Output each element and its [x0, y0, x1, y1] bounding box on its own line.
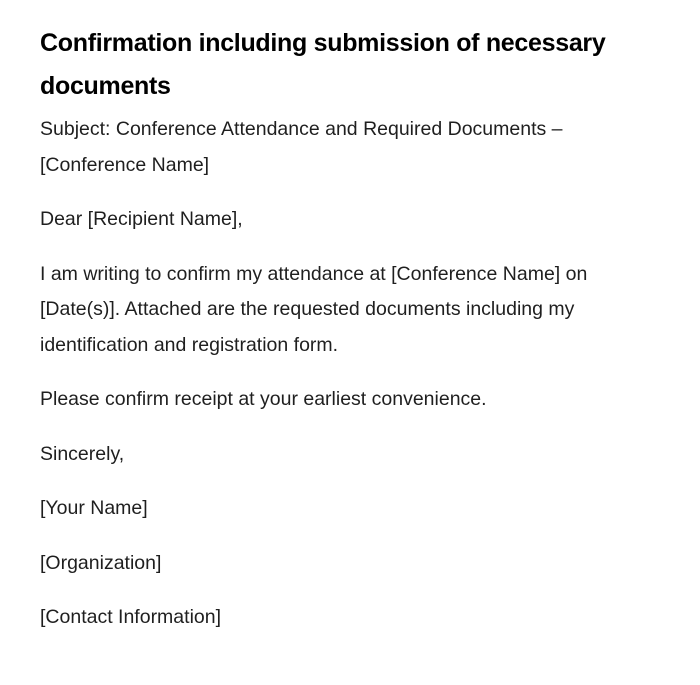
closing-line: Sincerely,	[40, 442, 125, 465]
signature-contact: [Contact Information]	[40, 606, 222, 628]
signature-organization: [Organization]	[40, 551, 162, 574]
signature-name: [Your Name]	[40, 497, 148, 519]
document-title: Confirmation including submission of necessary documents	[40, 29, 606, 100]
salutation: Dear [Recipient Name],	[40, 208, 243, 230]
body-paragraph: I am writing to confirm my attendance at [Conference Name] on [Date(s)]. Attached are the requested documents including my identification and registration form.	[40, 262, 588, 356]
request-line: Please confirm receipt at your earliest convenience.	[40, 388, 487, 410]
subject-line: Subject: Conference Attendance and Required Documents – [Conference Name]	[40, 118, 563, 176]
